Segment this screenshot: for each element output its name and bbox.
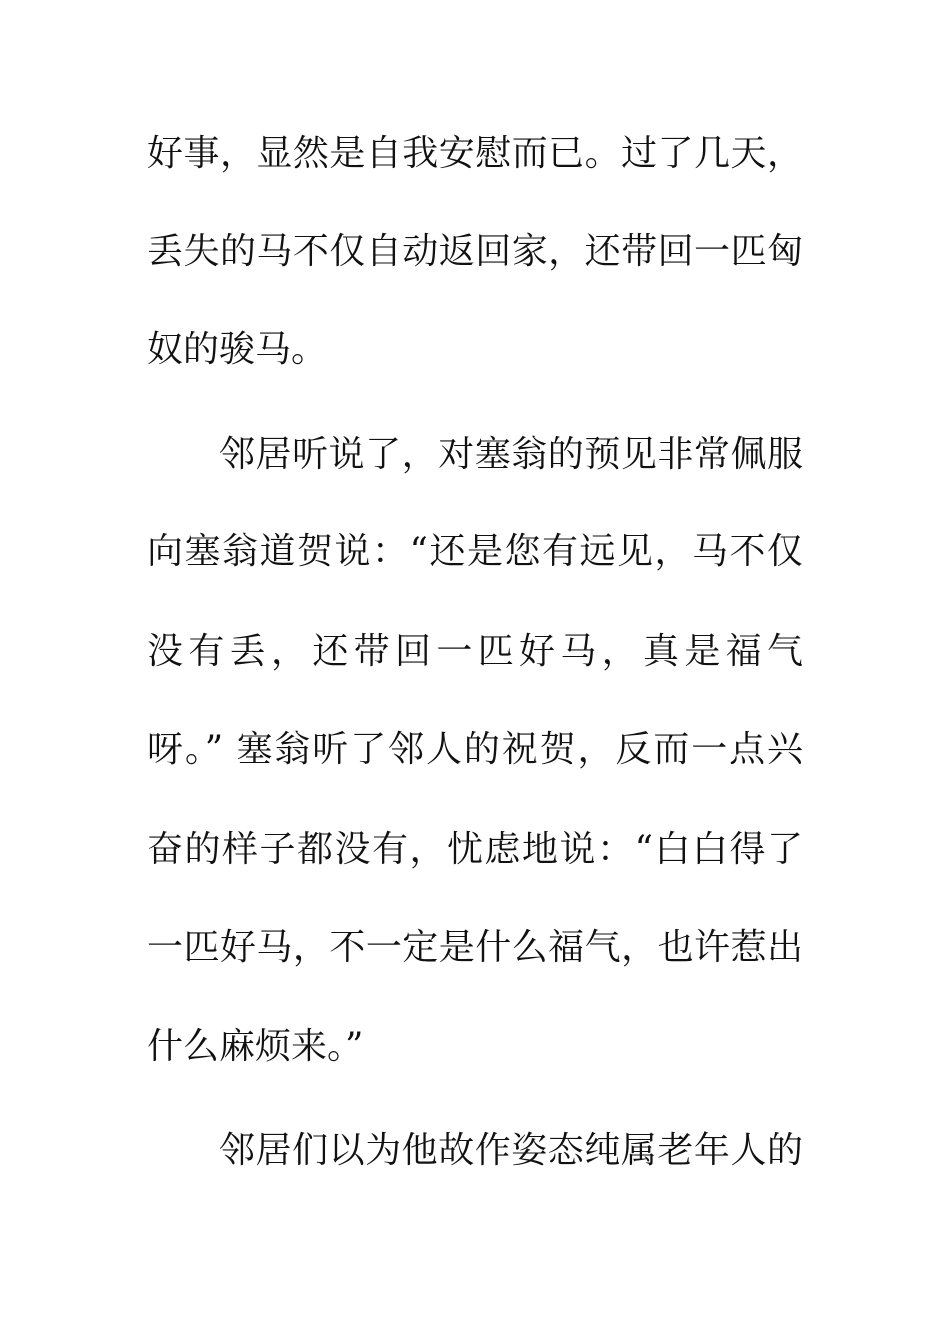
text-line: 什么麻烦来。”	[147, 1026, 364, 1067]
text-line: 一匹好马，不一定是什么福气，也许惹出	[147, 927, 803, 968]
text-line: 呀。” 塞翁听了邻人的祝贺，反而一点兴	[147, 729, 803, 770]
text-line: 好事，显然是自我安慰而已。过了几天，	[147, 133, 803, 174]
text-line: 邻居听说了，对塞翁的预见非常佩服	[219, 434, 803, 475]
text-line: 邻居们以为他故作姿态纯属老年人的	[219, 1130, 803, 1171]
text-line: 丢失的马不仅自动返回家，还带回一匹匈	[147, 231, 803, 272]
text-line: 向塞翁道贺说：“还是您有远见，马不仅	[147, 531, 803, 572]
text-line: 没有丢，还带回一匹好马，真是福气	[147, 631, 803, 672]
text-line: 奋的样子都没有，忧虑地说：“白白得了	[147, 829, 803, 870]
text-line: 奴的骏马。	[147, 329, 328, 370]
